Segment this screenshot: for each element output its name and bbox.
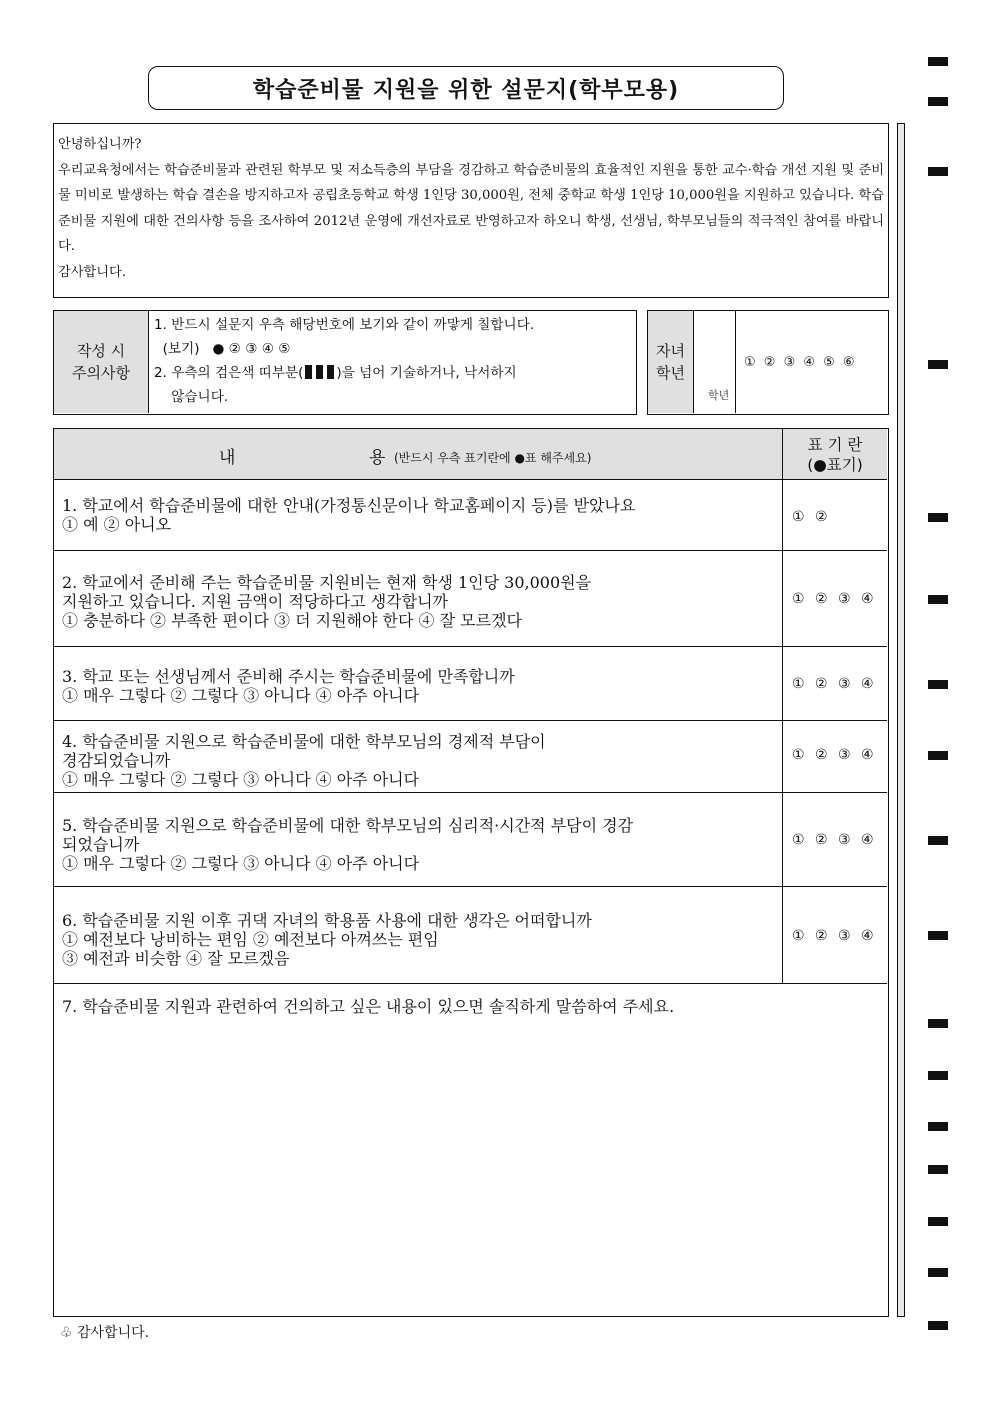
timing-mark [928,57,948,66]
timing-mark [928,1122,948,1131]
timing-mark [928,1217,948,1226]
instructions-box [53,310,637,415]
example-marks: ● ② ③ ④ ⑤ [212,341,291,357]
answer-options-5[interactable]: ① ② ③ ④ [792,832,877,848]
grade-box [647,310,889,415]
question-1-line-1: 1. 학교에서 학습준비물에 대한 안내(가정통신문이나 학교홈페이지 등)를 받았나요 [62,496,636,515]
question-6-line-3: ③ 예전과 비슷함 ④ 잘 모르겠음 [62,949,290,968]
instruction-item-2-after: )을 넘어 기술하거나, 낙서하지 [336,365,517,381]
title-box [148,66,784,110]
header-content-1: 내 [219,448,236,468]
question-3 [62,667,515,705]
footer-thanks: ♧ 감사합니다. [60,1325,150,1341]
question-7: 7. 학습준비물 지원과 관련하여 건의하고 싶은 내용이 있으면 솔직하게 말씀하여 주세요. [62,997,675,1016]
question-1-line-2: ① 예 ② 아니오 [62,515,172,534]
black-band-icon [305,365,312,379]
header-note: (반드시 우측 표기란에 ●표 해주세요) [394,451,592,465]
question-6-line-1: 6. 학습준비물 지원 이후 귀댁 자녀의 학용품 사용에 대한 생각은 어떠합니까 [62,911,592,930]
column-divider [782,429,783,983]
timing-mark [928,680,948,689]
instructions-text [154,313,636,409]
instructions-label [54,311,149,413]
question-3-line-2: ① 매우 그렇다 ② 그렇다 ③ 아니다 ④ 아주 아니다 [62,686,420,705]
side-band [897,123,905,1317]
answer-options-3[interactable]: ① ② ③ ④ [792,676,877,692]
example-label: (보기) [162,341,200,357]
answer-options-4[interactable]: ① ② ③ ④ [792,747,877,763]
answer-options-2[interactable]: ① ② ③ ④ [792,591,877,607]
intro-box [53,123,889,298]
grade-label-line2: 학년 [656,364,685,382]
question-5 [62,816,633,873]
question-4-line-2: 경감되었습니까 [62,751,171,770]
timing-mark [928,167,948,176]
row-divider [54,720,887,721]
question-4-line-3: ① 매우 그렇다 ② 그렇다 ③ 아니다 ④ 아주 아니다 [62,770,420,789]
question-6 [62,911,592,968]
question-6-line-2: ① 예전보다 낭비하는 편임 ② 예전보다 아껴쓰는 편임 [62,930,439,949]
timing-mark [928,1165,948,1174]
header-mark-column [783,431,887,479]
question-3-line-1: 3. 학교 또는 선생님께서 준비해 주시는 학습준비물에 만족합니까 [62,667,515,686]
question-5-line-2: 되었습니까 [62,835,140,854]
question-4 [62,732,546,789]
grade-label-line1: 자녀 [656,342,685,360]
black-band-icon [327,365,334,379]
row-divider [54,983,887,984]
question-2-line-3: ① 충분하다 ② 부족한 편이다 ③ 더 지원해야 한다 ④ 잘 모르겠다 [62,611,522,630]
timing-mark [928,836,948,845]
instructions-label-line1: 작성 시 [76,342,126,360]
timing-mark [928,97,948,106]
instruction-item-1: 1. 반드시 설문지 우측 해당번호에 보기와 같이 까맣게 칠합니다. [154,317,535,333]
page-title: 학습준비물 지원을 위한 설문지(학부모용) [252,77,680,103]
instruction-example [154,337,636,361]
header-mark-line2: (●표기) [807,456,863,474]
question-2-line-2: 지원하고 있습니다. 지원 금액이 적당하다고 생각합니까 [62,592,449,611]
grade-options[interactable]: ① ② ③ ④ ⑤ ⑥ [744,355,857,370]
timing-mark [928,595,948,604]
timing-mark [928,1321,948,1330]
instruction-item-2-line2 [154,385,636,409]
answer-options-6[interactable]: ① ② ③ ④ [792,928,877,944]
question-1 [62,496,635,534]
timing-mark [928,751,948,760]
row-divider [54,886,887,887]
black-band-icon [316,365,323,379]
row-divider [54,550,887,551]
question-7-answer-area[interactable] [54,1019,887,1314]
row-divider [54,792,887,793]
intro-greeting: 안녕하십니까? [58,137,142,152]
question-2 [62,573,591,630]
grade-label [648,311,694,413]
intro-body: 우리교육청에서는 학습준비물과 관련된 학부모 및 저소득층의 부담을 경감하고 학습준비물의 효율적인 지원을 통한 교수·학습 개선 지원 및 준비물 미비로 발생하는 학습 결손을 방지하고자 공립초등학교 학생 1인당 30,000원, 전체 중학교 학생 1인당 10,000원을 지원하고 있습니다. 학습준비물 지원에 대한 건의사항 등을 조사하여 2012년 운영에 개선자료로 반영하고자 하오니 학생, 선생님, 학부모님들의 적극적인 참여를 바랍니다. [58,162,884,255]
timing-mark [928,931,948,940]
instruction-item-2 [154,361,636,385]
timing-mark [928,360,948,369]
row-divider [54,646,887,647]
timing-mark [928,1071,948,1080]
timing-mark [928,1019,948,1028]
table-header [54,429,887,480]
header-content-2: 용 [369,448,386,468]
question-5-line-3: ① 매우 그렇다 ② 그렇다 ③ 아니다 ④ 아주 아니다 [62,854,420,873]
instruction-item-2-before: 2. 우측의 검은색 띠부분( [154,365,304,381]
instructions-label-line2: 주의사항 [72,364,130,382]
timing-mark [928,1268,948,1277]
survey-table [53,428,889,1317]
question-5-line-1: 5. 학습준비물 지원으로 학습준비물에 대한 학부모님의 심리적·시간적 부담이 경감 [62,816,634,835]
answer-options-1[interactable]: ① ② [792,509,831,525]
instruction-item-2-line2-text: 않습니다. [171,389,229,405]
grade-unit: 학년 [708,389,730,402]
question-2-line-1: 2. 학교에서 준비해 주는 학습준비물 지원비는 현재 학생 1인당 30,000원을 [62,573,592,592]
intro-thanks: 감사합니다. [58,264,126,280]
grade-divider [735,311,736,413]
header-mark-line1: 표 기 란 [807,436,863,454]
question-4-line-1: 4. 학습준비물 지원으로 학습준비물에 대한 학부모님의 경제적 부담이 [62,732,546,751]
timing-mark [928,513,948,522]
